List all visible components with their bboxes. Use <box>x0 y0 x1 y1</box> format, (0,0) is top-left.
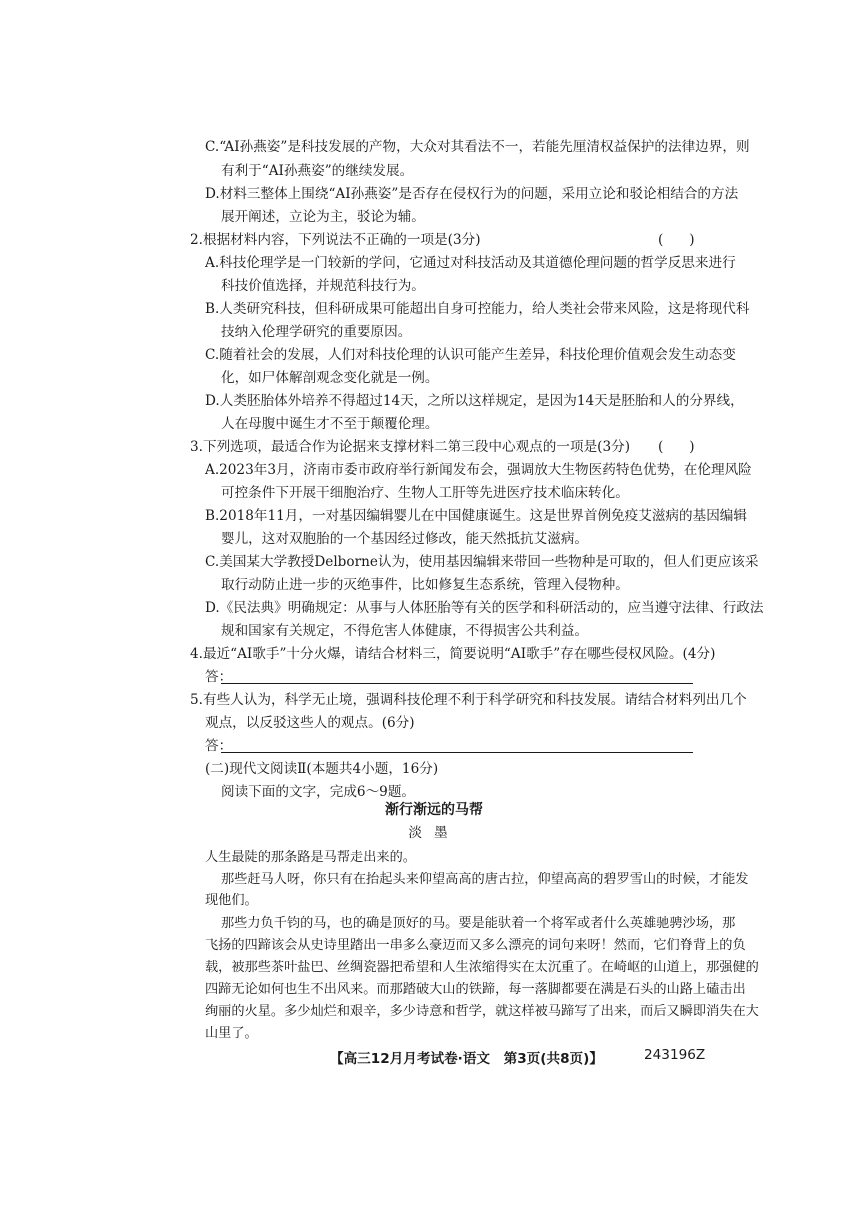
q1-option-c-line1: C.“AI孙燕姿”是科技发展的产物，大众对其看法不一，若能先厘清权益保护的法律边界，则 <box>205 139 750 155</box>
q3-option-d-line2: 规和国家有关规定，不得危害人体健康，不得损害公共利益。 <box>221 623 589 639</box>
question-5-answer-label: 答： <box>205 738 233 754</box>
q2-option-a-line1: A.科技伦理学是一门较新的学问，它通过对科技活动及其道德伦理问题的哲学反思来进行 <box>205 255 736 271</box>
document-code: 243196Z <box>644 1047 706 1063</box>
article-title: 渐行渐远的马帮 <box>385 802 483 818</box>
q3-option-d-line1: D.《民法典》明确规定：从事与人体胚胎等有关的医学和科研活动的，应当遵守法律、行政法 <box>205 600 764 616</box>
q2-option-a-line2: 科技价值选择，并规范科技行为。 <box>221 278 425 294</box>
question-4-answer-label: 答： <box>205 669 233 685</box>
q3-option-c-line2: 取行动防止进一步的灭绝事件，比如修复生态系统，管理入侵物种。 <box>221 577 629 593</box>
q3-option-a-line2: 可控条件下开展干细胞治疗、生物人工肝等先进医疗技术临床转化。 <box>221 485 629 501</box>
article-paragraph-3-line2: 飞扬的四蹄该会从史诗里踏出一串多么豪迈而又多么漂亮的词句来呀！然而，它们脊背上的负 <box>205 938 746 953</box>
q2-option-d-line2: 人在母腹中诞生才不至于颠覆伦理。 <box>221 416 439 432</box>
article-author: 淡墨 <box>408 825 460 841</box>
article-paragraph-3-line5: 绚丽的火星。多少灿烂和艰辛，多少诗意和哲学，就这样被马蹄写了出来，而后又瞬即消失在大 <box>205 1004 759 1019</box>
q3-option-c-line1: C.美国某大学教授Delborne认为，使用基因编辑来带回一些物种是可取的，但人们更应该采 <box>205 554 759 570</box>
article-paragraph-3-line3: 载，被那些茶叶盐巴、丝绸瓷器把希望和人生浓缩得实在太沉重了。在崎岖的山道上，那强健的 <box>205 960 759 975</box>
q2-option-b-line1: B.人类研究科技，但科研成果可能超出自身可控能力，给人类社会带来风险，这是将现代科 <box>205 301 750 317</box>
q2-option-d-line1: D.人类胚胎体外培养不得超过14天，之所以这样规定，是因为14天是胚胎和人的分界线， <box>205 393 744 409</box>
question-4-answer-line[interactable] <box>221 683 693 684</box>
question-2: 2.根据材料内容，下列说法不正确的一项是(3分) <box>190 232 481 248</box>
q3-option-b-line2: 婴儿，这对双胞胎的一个基因经过修改，能天然抵抗艾滋病。 <box>221 531 589 547</box>
q1-option-c-line2: 有利于“AI孙燕姿”的继续发展。 <box>221 163 414 179</box>
question-4: 4.最近“AI歌手”十分火爆，请结合材料三，简要说明“AI歌手”存在哪些侵权风险。(4分) <box>190 646 716 662</box>
section-2-heading: (二)现代文阅读Ⅱ(本题共4小题，16分) <box>205 761 439 777</box>
article-paragraph-3-line4: 四蹄无论如何也生不出风来。而那踏破大山的铁蹄，每一落脚都要在满是石头的山路上磕击出 <box>205 982 746 997</box>
question-3: 3.下列选项，最适合作为论据来支撑材料二第三段中心观点的一项是(3分) <box>190 439 631 455</box>
question-2-answer-bracket: ( ) <box>658 232 695 248</box>
q2-option-b-line2: 技纳入伦理学研究的重要原因。 <box>221 324 412 340</box>
question-3-answer-bracket: ( ) <box>658 439 695 455</box>
section-2-instruction: 阅读下面的文字，完成6～9题。 <box>221 784 416 800</box>
article-paragraph-3-line1: 那些力负千钧的马，也的确是顶好的马。要是能驮着一个将军或者什么英雄驰骋沙场，那 <box>221 916 736 931</box>
q2-option-c-line2: 化，如尸体解剖观念变化就是一例。 <box>221 370 439 386</box>
page-footer: 【高三12月月考试卷·语文 第3页(共8页)】 <box>330 1051 603 1067</box>
q1-option-d-line1: D.材料三整体上围绕“AI孙燕姿”是否存在侵权行为的问题，采用立论和驳论相结合的方法 <box>205 186 739 202</box>
question-5-answer-line[interactable] <box>221 752 693 753</box>
article-paragraph-3-line6: 山里了。 <box>205 1026 258 1041</box>
article-paragraph-2-line1: 那些赶马人呀，你只有在抬起头来仰望高高的唐古拉，仰望高高的碧罗雪山的时候，才能发 <box>221 872 749 887</box>
article-paragraph-2-line2: 现他们。 <box>205 893 258 908</box>
q2-option-c-line1: C.随着社会的发展，人们对科技伦理的认识可能产生差异，科技伦理价值观会发生动态变 <box>205 347 736 363</box>
question-5-line2: 观点，以反驳这些人的观点。(6分) <box>205 715 415 731</box>
question-5-line1: 5.有些人认为，科学无止境，强调科技伦理不利于科学研究和科技发展。请结合材料列出几个 <box>190 692 747 708</box>
q3-option-a-line1: A.2023年3月，济南市委市政府举行新闻发布会，强调放大生物医药特色优势，在伦理风险 <box>205 462 752 478</box>
q1-option-d-line2: 展开阐述，立论为主，驳论为辅。 <box>221 209 425 225</box>
article-paragraph-1: 人生最陡的那条路是马帮走出来的。 <box>205 850 416 865</box>
q3-option-b-line1: B.2018年11月，一对基因编辑婴儿在中国健康诞生。这是世界首例免疫艾滋病的基因编辑 <box>205 508 747 524</box>
